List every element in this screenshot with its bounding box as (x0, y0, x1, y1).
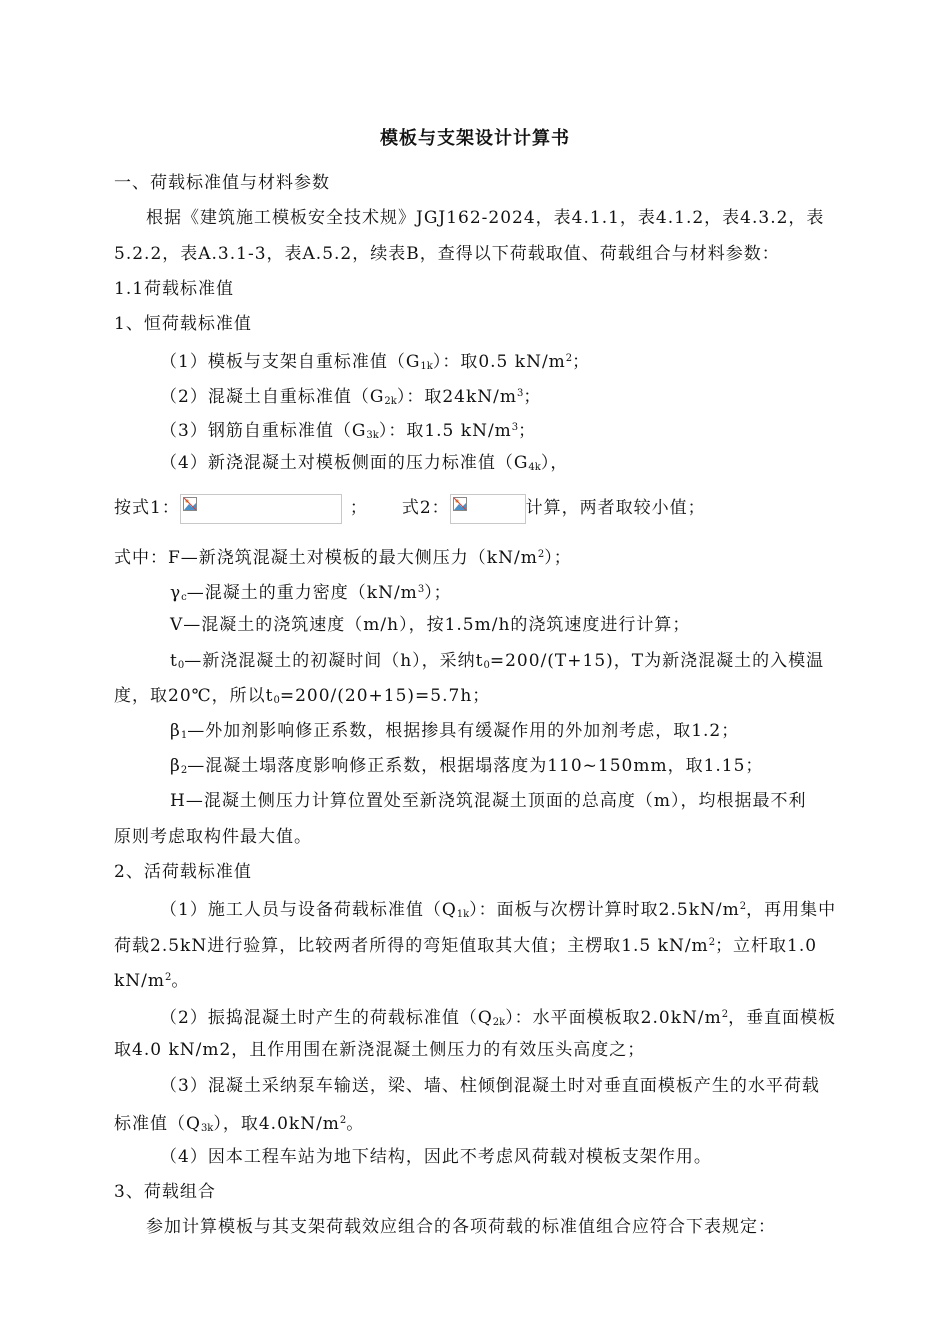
h-line-1: H—混凝土侧压力计算位置处至新浇筑混凝土顶面的总高度（m），均根据最不利 (170, 791, 807, 811)
q3-line-1: （3）混凝土采纳泵车输送，梁、墙、柱倾倒混凝土时对垂直面模板产生的水平荷载 (160, 1076, 820, 1096)
g3-line: （3）钢筋自重标准值$(G_{3k})$：取1.5 $kN/m^3$； (160, 421, 537, 441)
t0-line-1: $t_0—$新浇混凝土的初凝时间（h），采纳$t_0=200/(T+15)$，T为新浇混凝土的入模温 (170, 651, 825, 671)
load-combination-heading: 3、荷载组合 (114, 1182, 216, 1202)
q4-line: （4）因本工程车站为地下结构，因此不考虑风荷载对模板支架作用。 (160, 1147, 712, 1167)
g2-line: （2）混凝土自重标准值$(G_{2k})$：取$24kN/m^3$； (160, 387, 542, 407)
document-title: 模板与支架设计计算书 (380, 128, 570, 149)
t0-line-2: 度，取20℃，所以$t_0=200/(20+15)=5.7h$； (114, 686, 491, 706)
g1-line: （1）模板与支架自重标准值$(G_{1k})$：取0.5 $kN/m^2$； (160, 352, 591, 372)
v-line: V—混凝土的浇筑速度（m/h），按1.5m/h的浇筑速度进行计算； (170, 615, 691, 635)
formula-1-image (180, 494, 342, 524)
where-f-line: 式中：F—新浇筑混凝土对模板的最大侧压力$(kN/m^2)$； (114, 548, 572, 568)
section-1-heading: 一、荷载标准值与材料参数 (114, 173, 330, 193)
intro-line-2: 5.2.2，表A.3.1-3，表A.5.2，续表B，查得以下荷载取值、荷载组合与材料参数： (114, 244, 780, 264)
h-line-2: 原则考虑取构件最大值。 (114, 827, 312, 847)
load-combination-text: 参加计算模板与其支架荷载效应组合的各项荷载的标准值组合应符合下表规定： (146, 1217, 776, 1237)
q1-line-3: $kN/m^2$。 (114, 971, 190, 991)
q2-line-1: （2）振捣混凝土时产生的荷载标准值$(Q_{2k})$：水平面模板取$2.0kN/m^2$，垂直面模板 (160, 1008, 837, 1028)
q2-line-2: 取4.0 kN/m2，且作用围在新浇混凝土侧压力的有效压头高度之； (114, 1040, 646, 1060)
formula-2-image (450, 494, 526, 524)
q3-line-2: 标准值$(Q_{3k})$，取$4.0kN/m^2$。 (114, 1114, 365, 1134)
q1-line-1: （1）施工人员与设备荷载标准值$(Q_{1k})$：面板与次楞计算时取$2.5kN/m^2$，再用集中 (160, 900, 837, 920)
q1-line-2: 荷载2.5kN进行验算，比较两者所得的弯矩值取其大值；主楞取1.5 $kN/m^2$；立杆取1.0 (114, 936, 818, 956)
beta2-line: $\beta_2—$混凝土塌落度影响修正系数，根据塌落度为110~150mm，取1.15； (170, 756, 764, 776)
section-1-1-heading: 1.1荷载标准值 (114, 279, 235, 299)
g4-line: （4）新浇混凝土对模板侧面的压力标准值$(G_{4k})$， (160, 453, 569, 473)
live-load-heading: 2、活荷载标准值 (114, 862, 252, 882)
intro-line-1: 根据《建筑施工模板安全技术规》JGJ162-2024，表4.1.1，表4.1.2，表4.3.2，表 (146, 208, 825, 228)
broken-image-icon (183, 497, 197, 511)
formula-line: 按式1： ； 式2： 计算，两者取较小值； (114, 492, 706, 524)
gamma-line: $\gamma_c—$混凝土的重力密度$(kN/m^3)$； (170, 583, 452, 603)
beta1-line: $\beta_1—$外加剂影响修正系数，根据掺具有缓凝作用的外加剂考虑，取1.2； (170, 721, 740, 741)
broken-image-icon (453, 497, 467, 511)
dead-load-heading: 1、恒荷载标准值 (114, 314, 252, 334)
